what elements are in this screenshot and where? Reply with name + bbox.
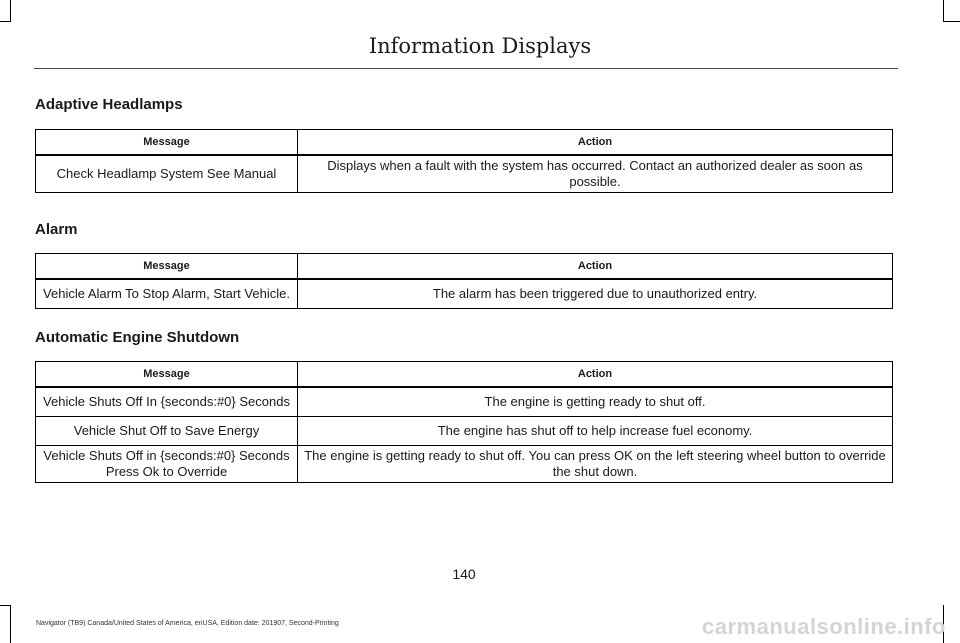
table-row	[36, 387, 893, 417]
message-cell: Vehicle Shuts Off in {seconds:#0} Seconds Press Ok to Override	[36, 446, 298, 483]
message-cell: Vehicle Shuts Off In {seconds:#0} Seconds	[36, 387, 298, 417]
crop-mark	[0, 21, 11, 22]
page-number: 140	[452, 566, 476, 582]
table-row	[36, 417, 893, 446]
crop-mark	[10, 605, 11, 643]
action-cell: The engine has shut off to help increase fuel economy.	[298, 417, 893, 446]
action-cell: The engine is getting ready to shut off. You can press OK on the left steering wheel button to override the shut down.	[298, 446, 893, 483]
table-header-row	[36, 130, 893, 156]
watermark: carmanualsonline.info	[702, 614, 946, 639]
adaptive-headlamps-table	[35, 129, 893, 193]
column-header-action: Action	[298, 362, 893, 388]
message-cell: Vehicle Alarm To Stop Alarm, Start Vehicle.	[36, 279, 298, 309]
automatic-engine-shutdown-table	[35, 361, 893, 483]
section-heading-alarm: Alarm	[35, 221, 78, 238]
message-cell: Vehicle Shut Off to Save Energy	[36, 417, 298, 446]
action-cell: The alarm has been triggered due to unauthorized entry.	[298, 279, 893, 309]
column-header-action: Action	[298, 254, 893, 280]
column-header-message: Message	[36, 362, 298, 388]
crop-mark	[10, 0, 11, 22]
crop-mark	[943, 0, 944, 22]
table-row	[36, 446, 893, 483]
footer-edition-note: Navigator (TB9) Canada/United States of America, enUSA, Edition date: 201907, Second-Printing	[36, 620, 339, 627]
alarm-table	[35, 253, 893, 309]
table-row	[36, 155, 893, 193]
page-title: Information Displays	[368, 34, 592, 58]
action-cell: The engine is getting ready to shut off.	[298, 387, 893, 417]
section-heading-adaptive-headlamps: Adaptive Headlamps	[35, 96, 183, 113]
table-header-row	[36, 362, 893, 388]
crop-mark	[0, 605, 11, 606]
column-header-message: Message	[36, 254, 298, 280]
table-header-row	[36, 254, 893, 280]
title-divider	[34, 68, 898, 69]
crop-mark	[943, 21, 960, 22]
table-row	[36, 279, 893, 309]
message-cell: Check Headlamp System See Manual	[36, 155, 298, 193]
column-header-message: Message	[36, 130, 298, 156]
action-cell: Displays when a fault with the system has occurred. Contact an authorized dealer as soon as possible.	[298, 155, 893, 193]
column-header-action: Action	[298, 130, 893, 156]
section-heading-automatic-engine-shutdown: Automatic Engine Shutdown	[35, 329, 240, 346]
